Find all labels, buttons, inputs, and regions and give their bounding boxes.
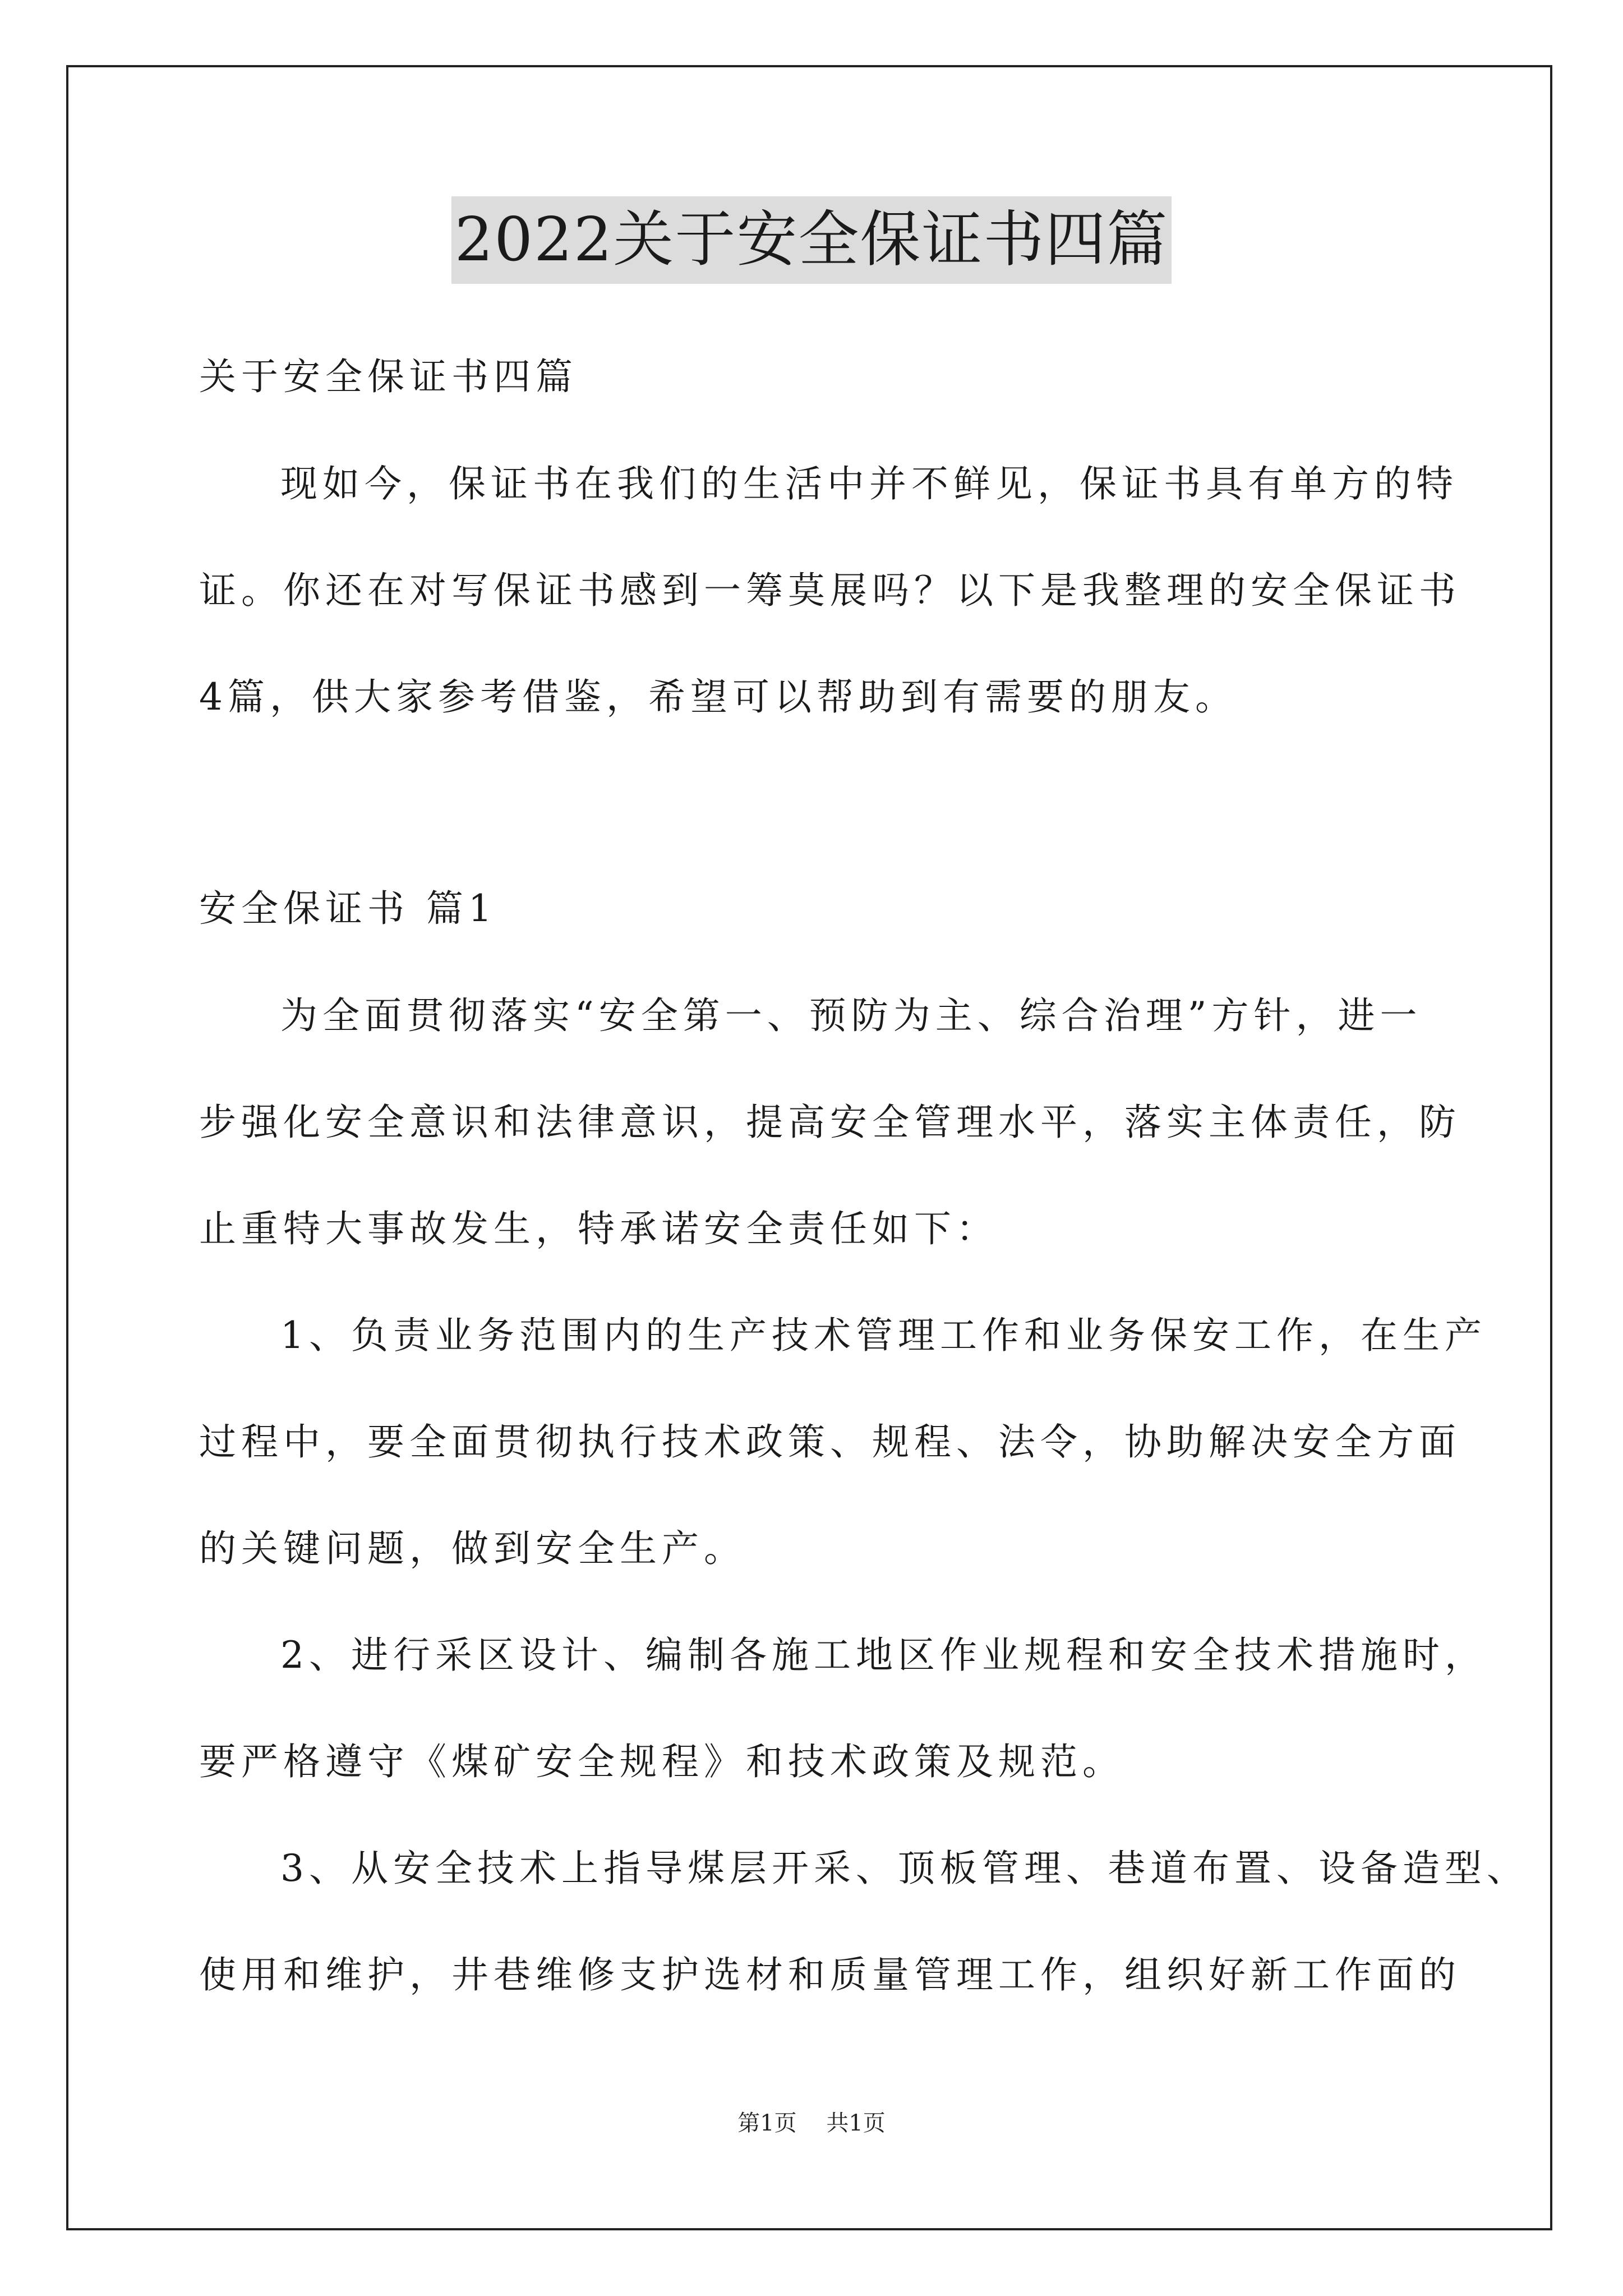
page-footer <box>0 2109 1623 2137</box>
title-container <box>0 196 1623 284</box>
document-subtitle: 关于安全保证书四篇 <box>199 355 578 398</box>
intro-line-1: 现如今，保证书在我们的生活中并不鲜见，保证书具有单方的特 <box>280 462 1458 505</box>
body-line-6: 的关键问题，做到安全生产。 <box>199 1527 746 1570</box>
body-line-3: 止重特大事故发生，特承诺安全责任如下： <box>199 1207 998 1250</box>
body-line-2: 步强化安全意识和法律意识，提高安全管理水平，落实主体责任，防 <box>199 1101 1461 1144</box>
document-title: 2022关于安全保证书四篇 <box>451 196 1172 284</box>
body-line-5: 过程中，要全面贯彻执行技术政策、规程、法令，协助解决安全方面 <box>199 1420 1461 1464</box>
page-total: 共1页 <box>826 2110 886 2136</box>
body-line-9: 3、从安全技术上指导煤层开采、顶板管理、巷道布置、设备造型、 <box>280 1847 1529 1890</box>
body-line-8: 要严格遵守《煤矿安全规程》和技术政策及规范。 <box>199 1740 1124 1783</box>
body-line-10: 使用和维护，井巷维修支护选材和质量管理工作，组织好新工作面的 <box>199 1953 1461 1996</box>
intro-line-2: 证。你还在对写保证书感到一筹莫展吗？以下是我整理的安全保证书 <box>199 569 1461 612</box>
body-line-1: 为全面贯彻落实“安全第一、预防为主、综合治理”方针，进一 <box>280 994 1422 1037</box>
body-line-7: 2、进行采区设计、编制各施工地区作业规程和安全技术措施时， <box>280 1634 1487 1677</box>
section-heading: 安全保证书 篇1 <box>199 887 497 930</box>
body-line-4: 1、负责业务范围内的生产技术管理工作和业务保安工作，在生产 <box>280 1314 1487 1357</box>
intro-line-3: 4篇，供大家参考借鉴，希望可以帮助到有需要的朋友。 <box>199 675 1237 719</box>
page-number: 第1页 <box>737 2110 797 2136</box>
